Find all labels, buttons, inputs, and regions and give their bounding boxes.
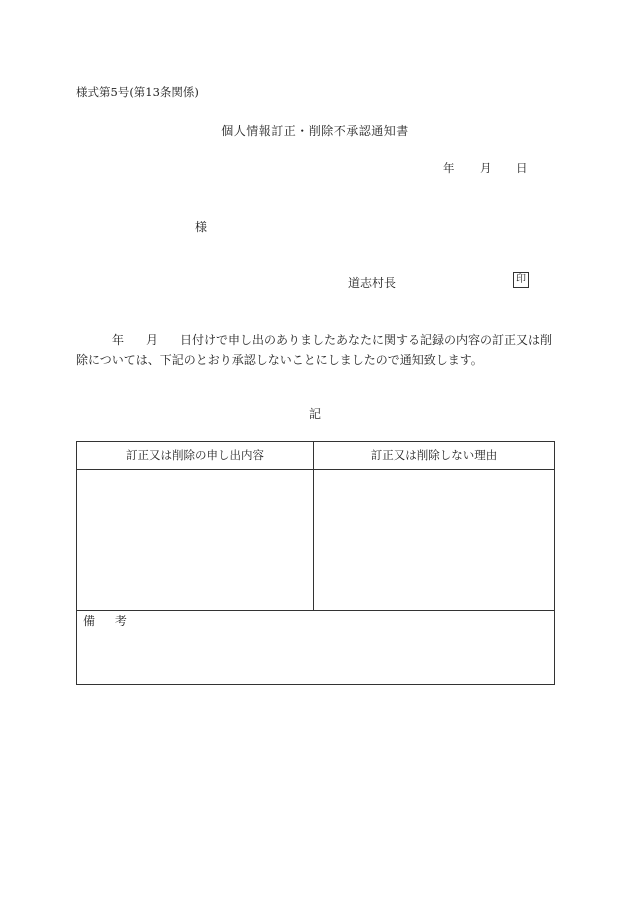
- body-month-label: 月: [146, 333, 159, 347]
- body-year-label: 年: [112, 333, 125, 347]
- sender-title: 道志村長: [348, 276, 397, 290]
- body-line1-text: 日付けで申し出のありましたあなたに関する記録の内容の訂正又は削: [180, 333, 553, 347]
- document-title: 個人情報訂正・削除不承認通知書: [221, 124, 409, 138]
- notice-body: [76, 330, 556, 370]
- form-number: 様式第5号(第13条関係): [76, 85, 199, 99]
- table-header-request-content: 訂正又は削除の申し出内容: [126, 448, 264, 462]
- date-month-label: 月: [480, 161, 492, 175]
- rejection-reason-cell[interactable]: [314, 470, 554, 610]
- request-content-cell[interactable]: [77, 470, 313, 610]
- date-year-label: 年: [443, 161, 455, 175]
- addressee-honorific: 様: [195, 220, 208, 234]
- ki-heading: 記: [308, 407, 321, 421]
- details-table: [76, 441, 555, 685]
- date-day-label: 日: [516, 161, 528, 175]
- remarks-label: 備 考: [83, 614, 135, 628]
- remarks-cell[interactable]: [77, 611, 554, 684]
- notice-body-line2: 除については、下記のとおり承認しないことにしましたので通知致します。: [76, 353, 483, 367]
- table-header-rejection-reason: 訂正又は削除しない理由: [370, 448, 498, 462]
- seal-mark: 印: [513, 272, 529, 288]
- notice-body-line1: [76, 330, 556, 350]
